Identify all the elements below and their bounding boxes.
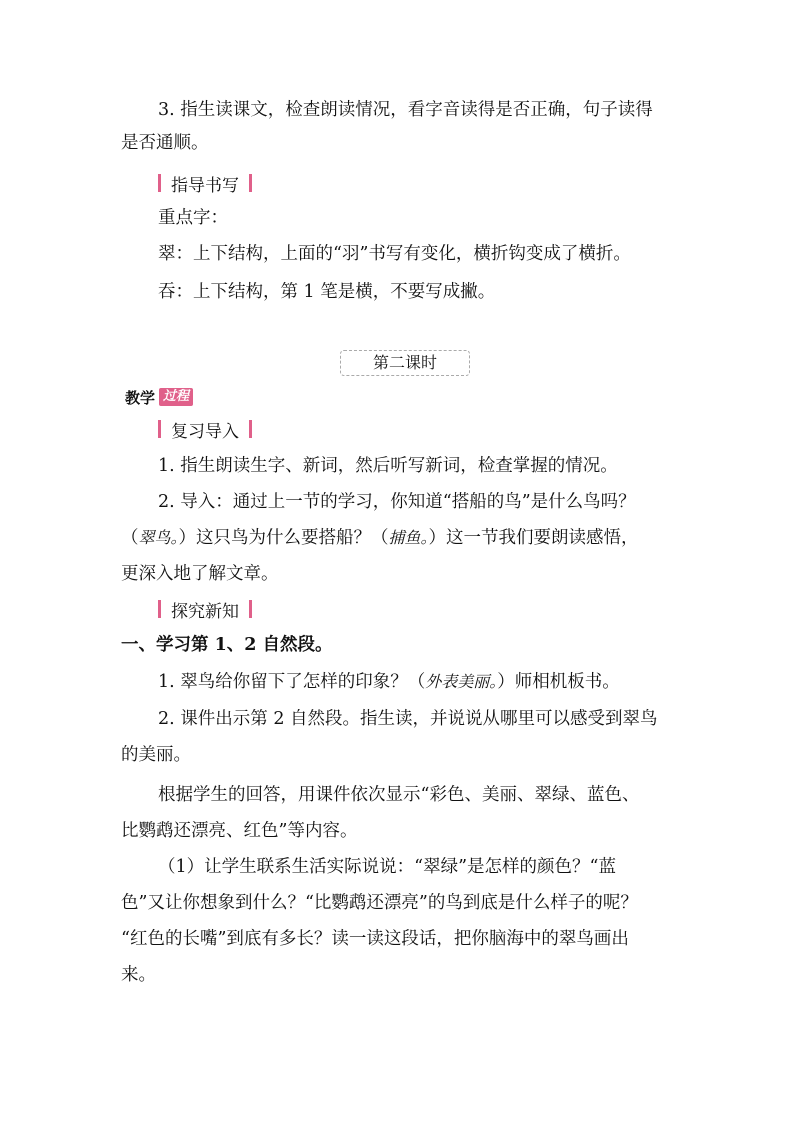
answer-text: 捕鱼。 xyxy=(388,528,429,547)
header-bar-right xyxy=(249,174,252,192)
sub-question-1-line3: “红色的长嘴”到底有多长？读一读这段话，把你脑海中的翠鸟画出 xyxy=(121,929,629,949)
section-one-heading xyxy=(121,633,677,657)
text-run: （ xyxy=(121,528,139,548)
lesson-title: 第二课时 xyxy=(340,350,470,376)
process-label-a: 教学 xyxy=(125,388,156,407)
sub-question-1-line1: （1）让学生联系生活实际说说：“翠绿”是怎样的颜色？“蓝 xyxy=(158,857,616,877)
review-item-1: 1. 指生朗读生字、新词，然后听写新词，检查掌握的情况。 xyxy=(158,456,618,476)
key-chars-label: 重点字： xyxy=(158,208,228,228)
question-1 xyxy=(158,670,678,694)
header-label: 指导书写 xyxy=(171,175,239,196)
review-item-2-line3: 更深入地了解文章。 xyxy=(121,564,279,584)
header-bar-right xyxy=(249,600,252,618)
header-label: 复习导入 xyxy=(171,421,239,442)
response-line1: 根据学生的回答，用课件依次显示“彩色、美丽、翠绿、蓝色、 xyxy=(158,785,640,805)
header-label: 探究新知 xyxy=(171,601,239,622)
sub-question-1-line4: 来。 xyxy=(121,965,156,985)
process-label-b: 过程 xyxy=(159,388,193,406)
paragraph-line: 是否通顺。 xyxy=(121,133,209,153)
review-item-2-line2 xyxy=(121,526,677,550)
review-item-2-line1: 2. 导入：通过上一节的学习，你知道“搭船的鸟”是什么鸟吗？ xyxy=(158,492,636,512)
question-2-line1: 2. 课件出示第 2 自然段。指生读，并说说从哪里可以感受到翠鸟 xyxy=(158,709,658,729)
section-header-explore xyxy=(158,598,252,620)
teaching-process-label xyxy=(121,386,193,408)
section-one-text: 一、学习第 1、2 自然段。 xyxy=(121,635,333,655)
header-bar-right xyxy=(249,420,252,438)
char-note-cui: 翠：上下结构，上面的“羽”书写有变化，横折钩变成了横折。 xyxy=(158,244,631,264)
sub-question-1-line2: 色”又让你想象到什么？“比鹦鹉还漂亮”的鸟到底是什么样子的呢？ xyxy=(121,893,638,913)
paragraph-line: 3. 指生读课文，检查朗读情况，看字音读得是否正确，句子读得 xyxy=(158,100,653,120)
question-2-line2: 的美丽。 xyxy=(121,745,191,765)
text-run: ）这一节我们要朗读感悟， xyxy=(428,528,639,548)
answer-text: 翠鸟。 xyxy=(138,528,179,547)
text-run: 1. 翠鸟给你留下了怎样的印象？（ xyxy=(158,672,426,692)
char-note-tun: 吞：上下结构，第 1 笔是横，不要写成撇。 xyxy=(158,282,496,302)
text-run: ）师相机板书。 xyxy=(497,672,620,692)
text-run: ）这只鸟为什么要搭船？（ xyxy=(178,528,389,548)
response-line2: 比鹦鹉还漂亮、红色”等内容。 xyxy=(121,821,358,841)
section-header-writing xyxy=(158,172,252,194)
section-header-review xyxy=(158,418,252,440)
answer-text: 外表美丽。 xyxy=(425,672,498,691)
